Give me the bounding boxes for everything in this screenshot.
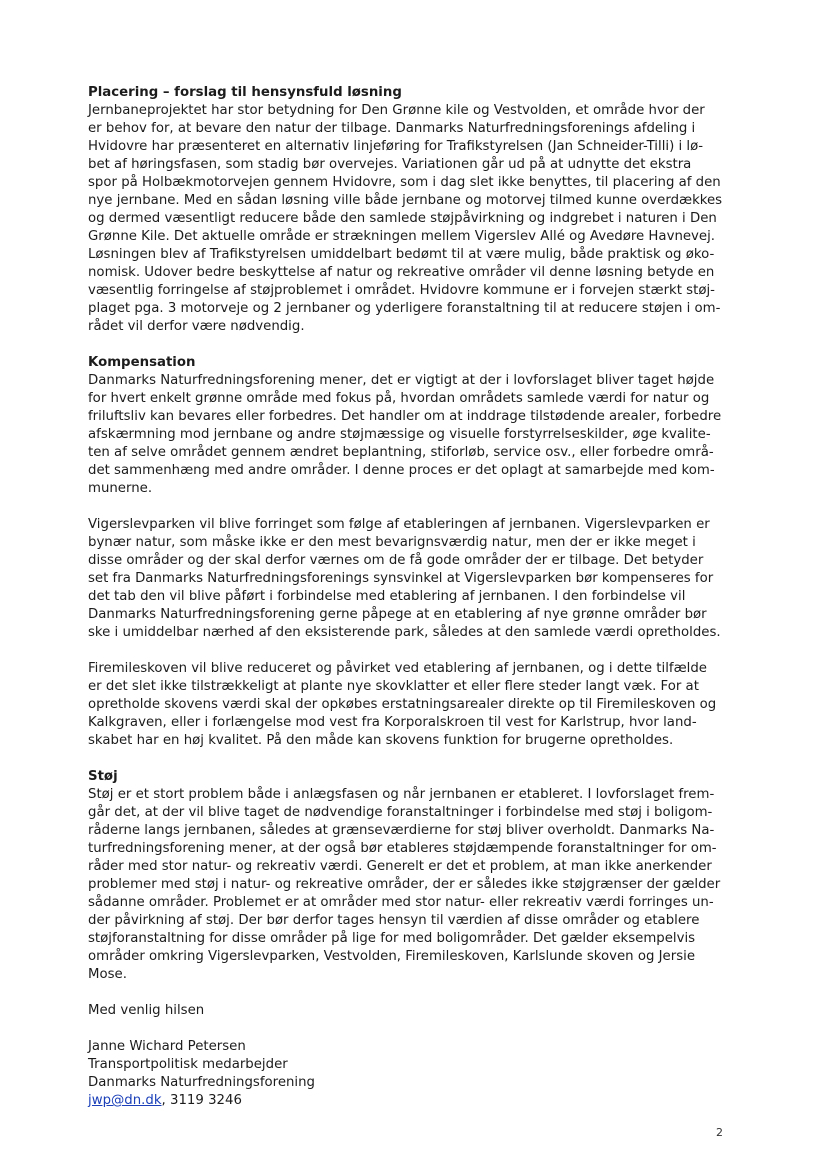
text-line: er behov for, at bevare den natur der tilbage. Danmarks Naturfredningsforenings afdeling i xyxy=(88,121,696,136)
text-line: råderne langs jernbanen, således at grænseværdierne for støj bliver overholdt. Danmarks Na- xyxy=(88,823,715,838)
email-link[interactable]: jwp@dn.dk xyxy=(88,1093,162,1108)
signature-name: Janne Wichard Petersen xyxy=(88,1039,246,1054)
text-line: turfredningsforening mener, at der også bør etableres støjdæmpende foranstaltninger for om- xyxy=(88,841,717,856)
section-heading: Støj xyxy=(88,769,118,784)
paragraph xyxy=(88,102,738,336)
text-line: friluftsliv kan bevares eller forbedres. Det handler om at inddrage tilstødende arealer, forbedre xyxy=(88,409,722,424)
text-line: nomisk. Udover bedre beskyttelse af natur og rekreative områder vil denne løsning betyde en xyxy=(88,265,715,280)
text-line: og dermed væsentligt reducere både den samlede støjpåvirkning og indgrebet i naturen i Den xyxy=(88,211,717,226)
text-line: Kalkgraven, eller i forlængelse mod vest fra Korporalskroen til vest for Karlstrup, hvor land- xyxy=(88,715,697,730)
text-line: ten af selve området gennem ændret beplantning, stiforløb, service osv., eller forbedre områ- xyxy=(88,445,714,460)
text-line: munerne. xyxy=(88,481,153,496)
signature-title: Transportpolitisk medarbejder xyxy=(88,1057,288,1072)
signature-contact xyxy=(88,1092,738,1110)
text-line: Jernbaneprojektet har stor betydning for Den Grønne kile og Vestvolden, et område hvor der xyxy=(88,103,705,118)
text-line: det tab den vil blive påført i forbindelse med etablering af jernbanen. I den forbindelse vil xyxy=(88,589,686,604)
text-line: spor på Holbækmotorvejen gennem Hvidovre, som i dag slet ikke benyttes, til placering af den xyxy=(88,175,721,190)
text-line: Danmarks Naturfredningsforening gerne påpege at en etablering af nye grønne områder bør xyxy=(88,607,707,622)
paragraph xyxy=(88,786,738,984)
phone-number: , 3119 3246 xyxy=(161,1093,242,1108)
paragraph xyxy=(88,372,738,498)
text-line: Støj er et stort problem både i anlægsfasen og når jernbanen er etableret. I lovforslaget frem- xyxy=(88,787,715,802)
text-line: råder med stor natur- og rekreativ værdi. Generelt er det et problem, at man ikke anerkender xyxy=(88,859,712,874)
page-number: 2 xyxy=(716,1126,723,1139)
section-heading: Kompensation xyxy=(88,355,196,370)
paragraph xyxy=(88,516,738,642)
text-line: disse områder og der skal derfor værnes om de få gode områder der er tilbage. Det betyder xyxy=(88,553,704,568)
text-line: bynær natur, som måske ikke er den mest bevarignsværdig natur, men der er ikke meget i xyxy=(88,535,696,550)
text-line: opretholde skovens værdi skal der opkøbes erstatningsarealer direkte op til Firemileskoven og xyxy=(88,697,717,712)
closing-text: Med venlig hilsen xyxy=(88,1003,205,1018)
text-line: Firemileskoven vil blive reduceret og påvirket ved etablering af jernbanen, og i dette tilfælde xyxy=(88,661,707,676)
section-kompensation xyxy=(88,354,738,750)
text-line: væsentlig forringelse af støjproblemet i området. Hvidovre kommune er i forvejen stærkt støj- xyxy=(88,283,715,298)
text-line: Hvidovre har præsenteret en alternativ linjeføring for Trafikstyrelsen (Jan Schneider-Tilli) i lø- xyxy=(88,139,704,154)
text-line: Vigerslevparken vil blive forringet som følge af etableringen af jernbanen. Vigerslevparken er xyxy=(88,517,710,532)
text-line: Grønne Kile. Det aktuelle område er strækningen mellem Vigerslev Allé og Avedøre Havnevej. xyxy=(88,229,716,244)
text-line: der påvirkning af støj. Der bør derfor tages hensyn til værdien af disse områder og etablere xyxy=(88,913,700,928)
text-line: plaget pga. 3 motorveje og 2 jernbaner og yderligere foranstaltning til at reducere støjen i om- xyxy=(88,301,721,316)
text-line: Løsningen blev af Trafikstyrelsen umiddelbart bedømt til at være mulig, både praktisk og øko- xyxy=(88,247,715,262)
text-line: problemer med støj i natur- og rekreative områder, der er således ikke støjgrænser der gælder xyxy=(88,877,721,892)
text-line: det sammenhæng med andre områder. I denne proces er det oplagt at samarbejde med kom- xyxy=(88,463,715,478)
text-line: skabet har en høj kvalitet. På den måde kan skovens funktion for brugerne opretholdes. xyxy=(88,733,674,748)
text-line: er det slet ikke tilstrækkeligt at plante nye skovklatter et eller flere steder langt væk. For at xyxy=(88,679,699,694)
section-placering xyxy=(88,84,738,336)
text-line: afskærmning mod jernbane og andre støjmæssige og visuelle forstyrrelseskilder, øge kvalite- xyxy=(88,427,711,442)
text-line: nye jernbane. Med en sådan løsning ville både jernbane og motorvej tilmed kunne overdækkes xyxy=(88,193,723,208)
text-line: områder omkring Vigerslevparken, Vestvolden, Firemileskoven, Karlslunde skoven og Jersie xyxy=(88,949,696,964)
text-line: rådet vil derfor være nødvendig. xyxy=(88,319,305,334)
section-heading: Placering – forslag til hensynsfuld løsning xyxy=(88,85,402,100)
text-line: set fra Danmarks Naturfredningsforenings synsvinkel at Vigerslevparken bør kompenseres for xyxy=(88,571,714,586)
paragraph xyxy=(88,660,738,750)
text-line: bet af høringsfasen, som stadig bør overvejes. Variationen går ud på at udnytte det ekstra xyxy=(88,157,692,172)
text-line: støjforanstaltning for disse områder på lige for med boligområder. Det gælder eksempelvis xyxy=(88,931,696,946)
text-line: for hvert enkelt grønne område med fokus på, hvordan områdets samlede værdi for natur og xyxy=(88,391,710,406)
closing xyxy=(88,1002,738,1020)
signature-block xyxy=(88,1038,738,1110)
signature-organization: Danmarks Naturfredningsforening xyxy=(88,1075,315,1090)
section-stoej xyxy=(88,768,738,984)
text-line: ske i umiddelbar nærhed af den eksisterende park, således at den samlede værdi opretholdes. xyxy=(88,625,721,640)
text-line: Mose. xyxy=(88,967,127,982)
letter-body xyxy=(88,84,738,1110)
text-line: sådanne områder. Problemet er at områder med stor natur- eller rekreativ værdi forringes un- xyxy=(88,895,714,910)
text-line: Danmarks Naturfredningsforening mener, det er vigtigt at der i lovforslaget bliver taget højde xyxy=(88,373,715,388)
text-line: går det, at der vil blive taget de nødvendige foranstaltninger i forbindelse med støj i boligom- xyxy=(88,805,713,820)
